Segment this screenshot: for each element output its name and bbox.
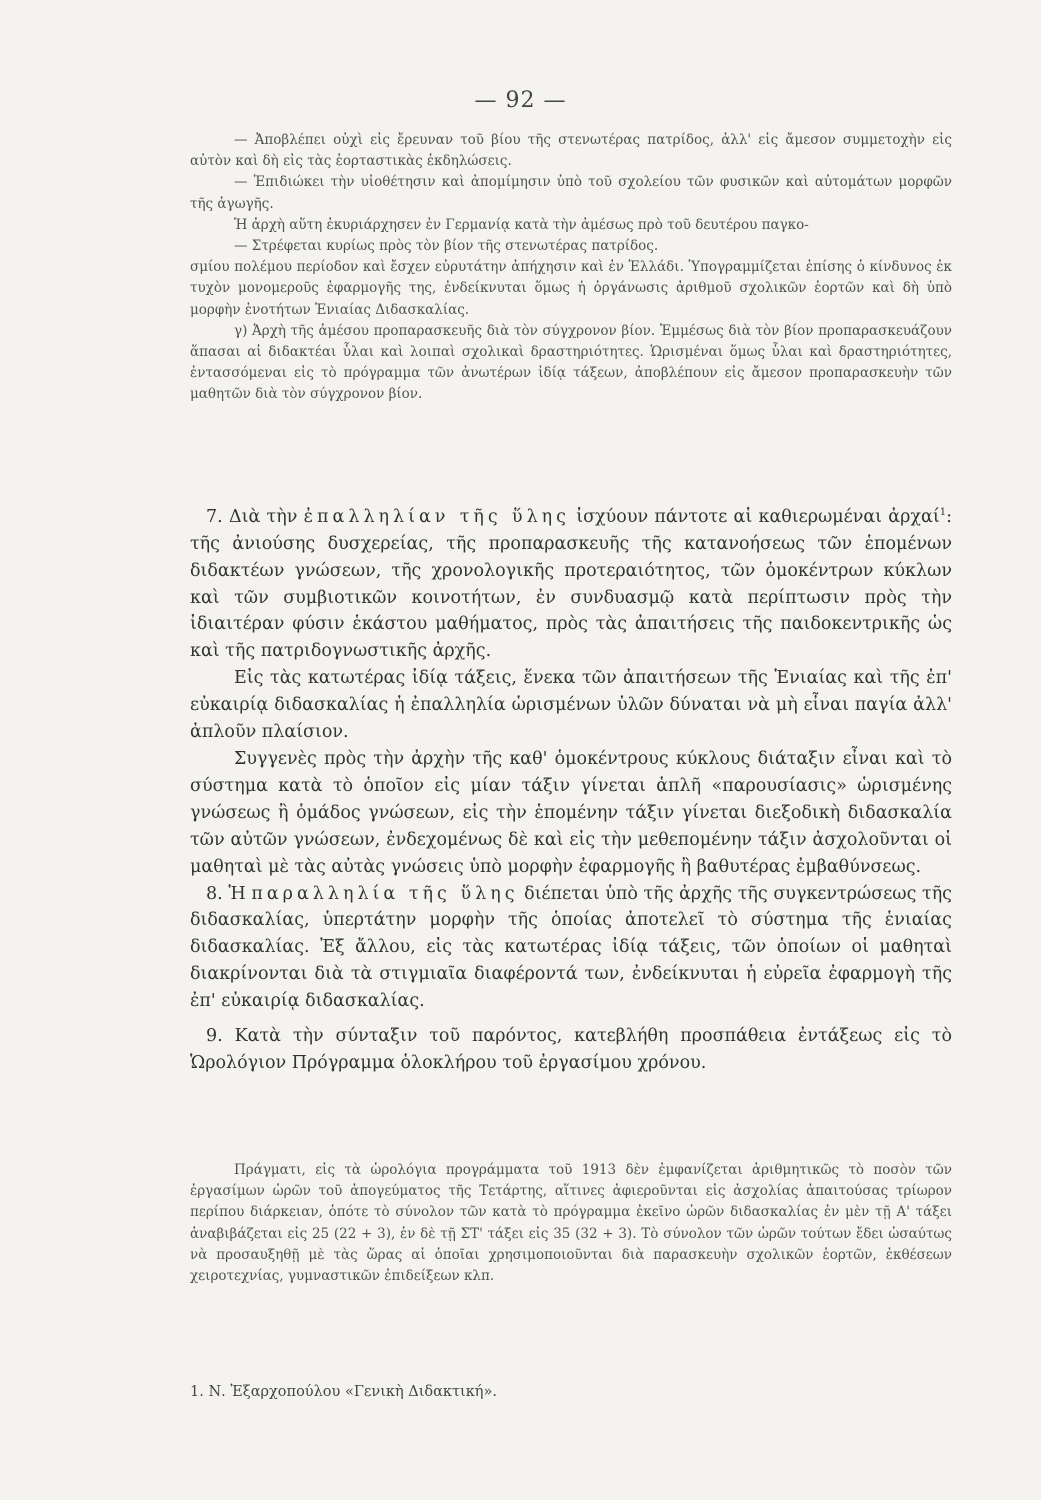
bottom-section <box>190 1160 952 1287</box>
main-section <box>190 500 952 1077</box>
section-7-tail: : τῆς ἀνιούσης δυσχερείας, τῆς προπαρασκευῆς τῆς κατανοήσεως τῶν ἑπομένων διδακτέων γνώσεων, τῆς χρονολογικῆς προτεραιότητος, τῶν ὁμοκέντρων κύκλων καὶ τῶν συμβιοτικῶν κοινοτήτων, ἐν συνδυασμῷ κατὰ περίπτωσιν πρὸς τὴν ἰδιαιτέραν φύσιν ἑκάστου μαθήματος, πρὸς τὰς ἀπαιτήσεις τῆς παιδοκεντρικῆς ὡς καὶ τῆς πατριδογνωστικῆς ἀρχῆς. <box>190 506 952 662</box>
paragraph: Πράγματι, εἰς τὰ ὡρολόγια προγράμματα τοῦ 1913 δὲν ἐμφανίζεται ἀριθμητικῶς τὸ ποσὸν τῶν ἐργασίμων ὡρῶν τοῦ ἀπογεύματος τῆς Τετάρτης, αἵτινες ἀφιεροῦνται εἰς ἀσχολίας ἀπαιτούσας τρίωρον περίπου διάρκειαν, ὁπότε τὸ σύνολον τῶν κατὰ τὸ πρόγραμμα ἐκεῖνο ὡρῶν διδασκαλίας ἐν μὲν τῇ Α' τάξει ἀναβιβάζεται εἰς 25 (22 + 3), ἐν δὲ τῇ ΣΤ' τάξει εἰς 35 (32 + 3). Τὸ σύνολον τῶν ὡρῶν τούτων ἔδει ὡσαύτως νὰ προσαυξηθῇ μὲ τὰς ὥρας αἱ ὁποῖαι χρησιμοποιοῦνται διὰ παρασκευὴν σχολικῶν ἑορτῶν, ἐκθέσεων χειροτεχνίας, γυμναστικῶν ἐπιδείξεων κλπ. <box>190 1162 952 1285</box>
paragraph: σμίου πολέμου περίοδον καὶ ἔσχεν εὐρυτάτην ἀπήχησιν καὶ ἐν Ἑλλάδι. Ὑπογραμμίζεται ἐπίσης ὁ κίνδυνος ἐκ τυχὸν μονομεροῦς ἐφαρμογῆς της, ἐνδείκνυται ὅμως ἡ ὀργάνωσις ἀριθμοῦ σχολικῶν ἑορτῶν καὶ δὴ ὑπὸ μορφὴν ἑνοτήτων Ἑνιαίας Διδασκαλίας. <box>190 259 952 318</box>
section-7-text: ἰσχύουν πάντοτε αἱ καθιερωμέναι ἀρχαί <box>576 506 940 527</box>
paragraph: γ) Ἀρχὴ τῆς ἀμέσου προπαρασκευῆς διὰ τὸν σύγχρονον βίον. Ἐμμέσως διὰ τὸν βίον προπαρασκευάζουν ἅπασαι αἱ διδακτέαι ὗλαι καὶ λοιπαὶ σχολικαὶ δραστηριότητες. Ὡρισμέναι ὅμως ὗλαι καὶ δραστηριότητες, ἐντασσόμεναι εἰς τὸ πρόγραμμα τῶν ἀνωτέρων ἰδίᾳ τάξεων, ἀποβλέπουν εἰς ἄμεσον προπαρασκευὴν τῶν μαθητῶν διὰ τὸν σύγχρονον βίον. <box>190 322 952 403</box>
section-7 <box>190 500 952 665</box>
paragraph: Συγγενὲς πρὸς τὴν ἀρχὴν τῆς καθ' ὁμοκέντρους κύκλους διάταξιν εἶναι καὶ τὸ σύστημα κατὰ τὸ ὁποῖον εἰς μίαν τάξιν γίνεται ἁπλῆ «παρουσίασις» ὡρισμένης γνώσεως ἢ ὁμάδος γνώσεων, εἰς τὴν ἑπομένην τάξιν γίνεται διεξοδικὴ διδασκαλία τῶν αὐτῶν γνώσεων, ἐνδεχομένως δὲ καὶ εἰς τὴν μεθεπομένην τάξιν ἀσχολοῦνται οἱ μαθηταὶ μὲ τὰς αὐτὰς γνώσεις ὑπὸ μορφὴν ἐφαρμογῆς ἢ βαθυτέρας ἐμβαθύνσεως. <box>190 748 952 877</box>
section-8-lead: 8. Ἡ <box>206 883 246 904</box>
paragraph: Εἰς τὰς κατωτέρας ἰδίᾳ τάξεις, ἕνεκα τῶν ἀπαιτήσεων τῆς Ἑνιαίας καὶ τῆς ἐπ' εὐκαιρίᾳ διδασκαλίας ἡ ἐπαλληλία ὡρισμένων ὑλῶν δύναται νὰ μὴ εἶναι παγία ἀλλ' ἁπλοῦν πλαίσιον. <box>190 668 952 743</box>
paragraph: Ἡ ἀρχὴ αὕτη ἐκυριάρχησεν ἐν Γερμανίᾳ κατὰ τὴν ἀμέσως πρὸ τοῦ δευτέρου παγκο- <box>234 216 809 233</box>
section-8 <box>190 881 952 1016</box>
section-9: 9. Κατὰ τὴν σύνταξιν τοῦ παρόντος, κατεβλήθη προσπάθεια ἐντάξεως εἰς τὸ Ὡρολόγιον Πρόγραμμα ὁλοκλήρου τοῦ ἐργασίμου χρόνου. <box>190 1026 952 1073</box>
footnote-ref: 1 <box>939 507 947 518</box>
top-section <box>190 130 952 406</box>
section-8-text: διέπεται ὑπὸ τῆς ἀρχῆς τῆς συγκεντρώσεως τῆς διδασκαλίας, ὑπερτάτην μορφὴν τῆς ὁποίας ἀποτελεῖ τὸ σύστημα τῆς ἑνιαίας διδασκαλίας. Ἐξ ἄλλου, εἰς τὰς κατωτέρας ἰδίᾳ τάξεις, τῶν ὁποίων οἱ μαθηταὶ διακρίνονται διὰ τὰ στιγμιαῖα διαφέροντά των, ἐνδείκνυται ἡ εὐρεῖα ἐφαρμογὴ τῆς ἐπ' εὐκαιρίᾳ διδασκαλίας. <box>190 883 952 1012</box>
paragraph: — Στρέφεται κυρίως πρὸς τὸν βίον τῆς στενωτέρας πατρίδος. <box>234 238 659 255</box>
footnote: 1. Ν. Ἐξαρχοπούλου «Γενικὴ Διδακτική». <box>190 1384 497 1400</box>
paragraph: — Ἐπιδιώκει τὴν υἱοθέτησιν καὶ ἀπομίμησιν ὑπὸ τοῦ σχολείου τῶν φυσικῶν καὶ αὐτομάτων μορφῶν τῆς ἀγωγῆς. <box>190 174 952 212</box>
paragraph: — Ἀποβλέπει οὐχὶ εἰς ἔρευναν τοῦ βίου τῆς στενωτέρας πατρίδος, ἀλλ' εἰς ἄμεσον συμμετοχὴν εἰς αὐτὸν καὶ δὴ εἰς τὰς ἑορταστικὰς ἐκδηλώσεις. <box>190 132 952 170</box>
section-8-emphasis: παραλληλία τῆς ὕλης <box>251 883 519 904</box>
page-number: — 92 — <box>474 88 567 113</box>
section-7-emphasis: ἐπαλληλίαν τῆς ὕλης <box>303 506 570 527</box>
section-7-lead: 7. Διὰ τὴν <box>206 506 298 527</box>
